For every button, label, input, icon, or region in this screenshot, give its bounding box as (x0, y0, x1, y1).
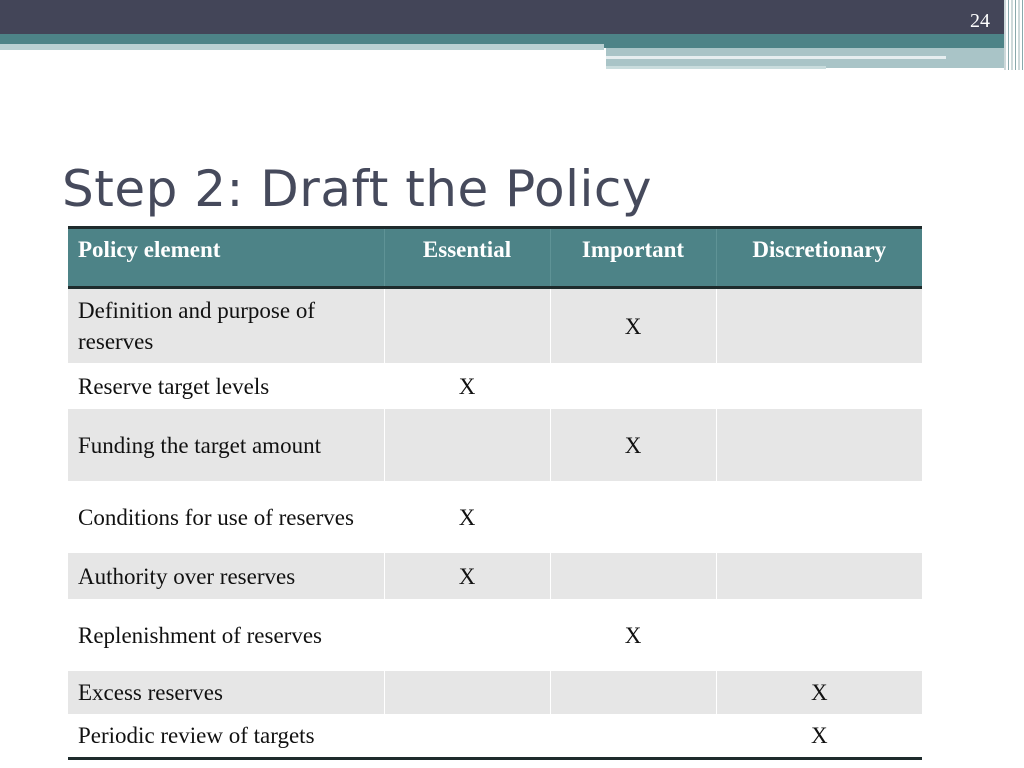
header-discretionary: Discretionary (716, 228, 922, 288)
table-row (68, 481, 922, 553)
header-bar-dark (0, 0, 1024, 34)
policy-element-cell: Definition and purpose of reserves (68, 288, 384, 364)
essential-mark (384, 599, 550, 671)
discretionary-mark: X (810, 680, 828, 705)
important-mark: X (550, 599, 716, 671)
important-mark (550, 481, 716, 553)
slide-title: Step 2: Draft the Policy (62, 160, 652, 218)
policy-table (68, 226, 922, 760)
table-row (68, 553, 922, 599)
essential-mark: X (384, 363, 550, 409)
table-row (68, 671, 922, 714)
discretionary-mark (716, 599, 922, 671)
essential-mark (384, 409, 550, 481)
header-stripe-lower (606, 66, 826, 69)
discretionary-mark (716, 409, 922, 481)
policy-element-cell: Authority over reserves (68, 553, 384, 599)
essential-mark (384, 288, 550, 364)
table-row (68, 409, 922, 481)
discretionary-mark (716, 481, 922, 553)
policy-element-cell: Funding the target amount (68, 409, 384, 481)
essential-mark (384, 714, 550, 759)
essential-mark (384, 671, 550, 714)
header-bar-light (0, 44, 604, 50)
header-important: Important (550, 228, 716, 288)
table-row (68, 363, 922, 409)
important-mark: X (550, 409, 716, 481)
important-mark (550, 363, 716, 409)
discretionary-mark (716, 553, 922, 599)
discretionary-mark: X (716, 714, 922, 759)
slide-number: 24 (970, 10, 990, 32)
essential-mark: X (384, 481, 550, 553)
policy-element-cell: Reserve target levels (68, 363, 384, 409)
important-mark (550, 714, 716, 759)
essential-mark: X (384, 553, 550, 599)
table-row (68, 288, 922, 364)
policy-element-cell: Replenishment of reserves (68, 599, 384, 671)
table-row (68, 714, 922, 759)
table-row (68, 599, 922, 671)
header-essential: Essential (384, 228, 550, 288)
important-mark (550, 671, 716, 714)
policy-element-cell: Periodic review of targets (68, 714, 384, 759)
table-header-row (68, 228, 922, 288)
important-mark (550, 553, 716, 599)
header-vertical-lines (1004, 0, 1024, 70)
header-stripe (606, 56, 946, 59)
policy-element-cell: Excess reserves (68, 671, 384, 714)
discretionary-mark (716, 288, 922, 364)
discretionary-mark (716, 363, 922, 409)
header-policy-element: Policy element (68, 228, 384, 288)
policy-element-cell: Conditions for use of reserves (68, 481, 384, 553)
important-mark: X (550, 288, 716, 364)
